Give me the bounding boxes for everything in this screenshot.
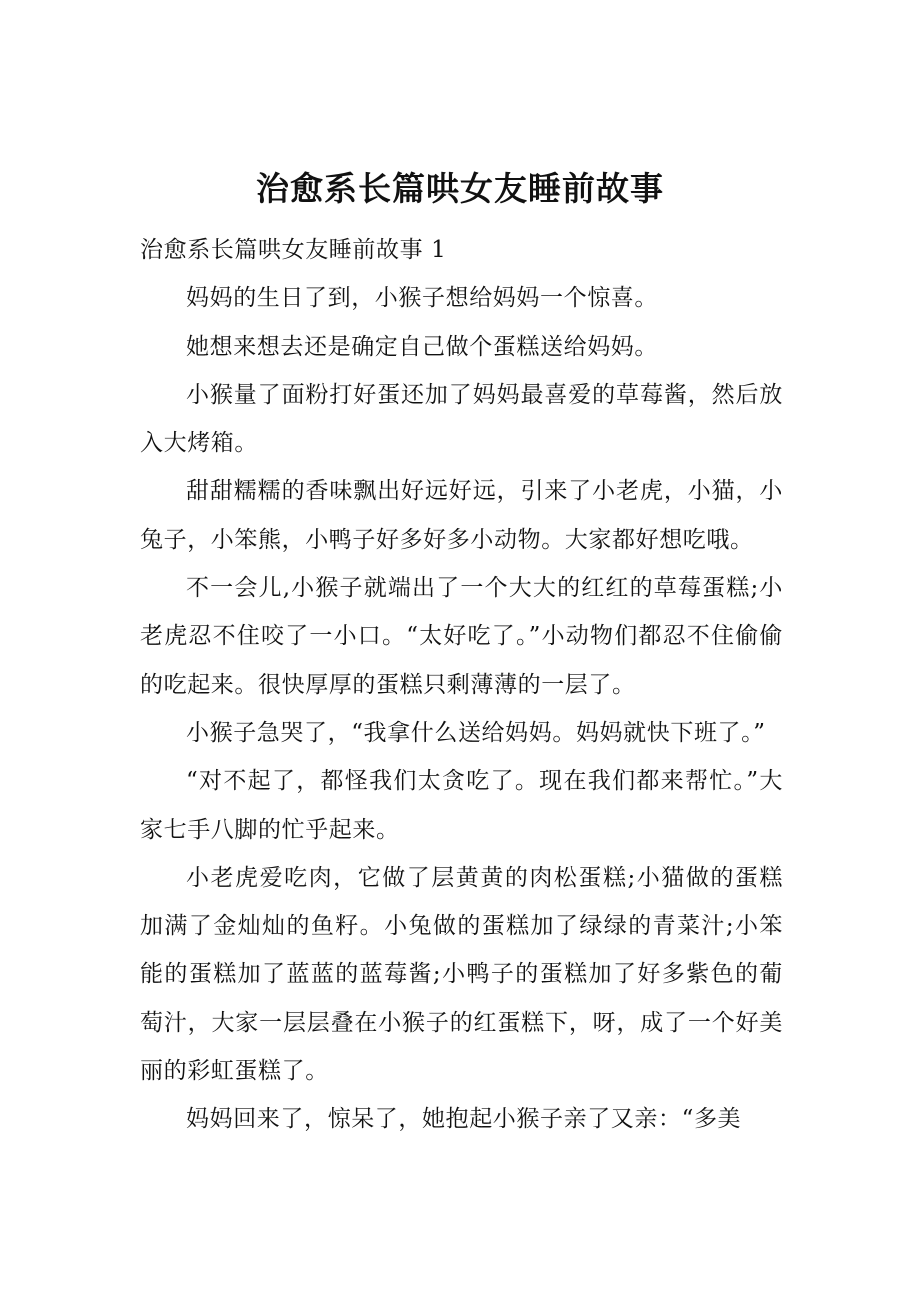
paragraph: 小猴子急哭了，“我拿什么送给妈妈。妈妈就快下班了。” xyxy=(186,719,766,746)
paragraph: 她想来想去还是确定自己做个蛋糕送给妈妈。 xyxy=(186,333,658,360)
paragraph: 妈妈回来了，惊呆了，她抱起小猴子亲了又亲：“多美 xyxy=(186,1106,742,1133)
section-heading: 治愈系长篇哄女友睡前故事 1 xyxy=(140,237,447,263)
paragraph: 甜甜糯糯的香味飘出好远好远，引来了小老虎，小猫，小兔子，小笨熊，小鸭子好多好多小动物。大家都好想吃哦。 xyxy=(140,478,783,553)
document-title: 治愈系长篇哄女友睡前故事 xyxy=(256,169,664,209)
paragraph: 小老虎爱吃肉，它做了层黄黄的肉松蛋糕;小猫做的蛋糕加满了金灿灿的鱼籽。小兔做的蛋糕加了绿绿的青菜汁;小笨能的蛋糕加了蓝蓝的蓝莓酱;小鸭子的蛋糕加了好多紫色的葡萄汁，大家一层层叠在小猴子的红蛋糕下，呀，成了一个好美丽的彩虹蛋糕了。 xyxy=(140,864,783,1085)
document-body xyxy=(140,226,783,1144)
paragraph: “对不起了，都怪我们太贪吃了。现在我们都来帮忙。”大家七手八脚的忙乎起来。 xyxy=(140,768,783,843)
paragraph: 不一会儿,小猴子就端出了一个大大的红红的草莓蛋糕;小老虎忍不住咬了一小口。“太好吃了。”小动物们都忍不住偷偷的吃起来。很快厚厚的蛋糕只剩薄薄的一层了。 xyxy=(140,575,783,698)
paragraph: 妈妈的生日了到，小猴子想给妈妈一个惊喜。 xyxy=(186,285,658,312)
paragraph: 小猴量了面粉打好蛋还加了妈妈最喜爱的草莓酱，然后放入大烤箱。 xyxy=(140,381,783,457)
